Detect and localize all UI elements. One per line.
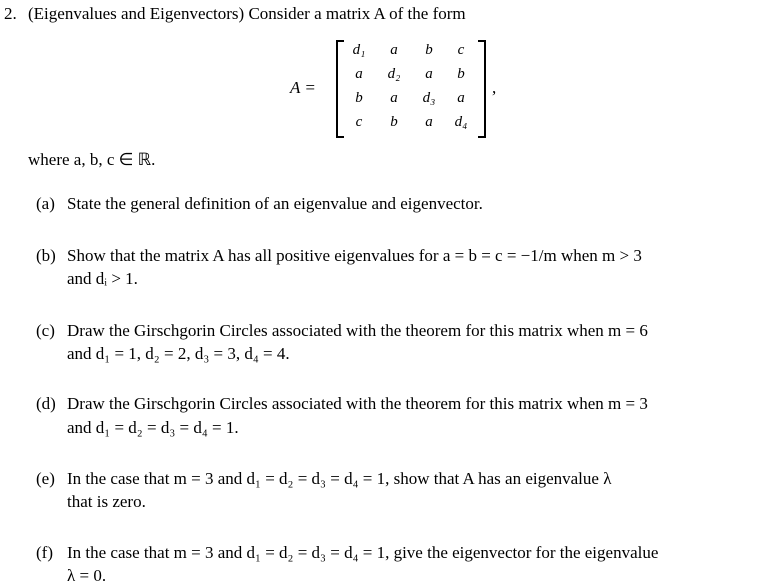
part-b-text: Show that the matrix A has all positive eigenvalues for a = b = c = −1/m when m > 3 [67,246,642,265]
right-bracket [478,40,486,138]
left-bracket [336,40,344,138]
part-d-text: Draw the Girschgorin Circles associated with the theorem for this matrix when m = 3 [67,394,648,413]
matrix-cell: a [355,66,363,82]
part-c-text: and d₁ = 1, d₂ = 2, d₃ = 3, d₄ = 4. [67,344,290,363]
matrix-cell: a [425,66,433,82]
matrix-cell: c [355,114,363,130]
matrix-cell: b [390,114,398,130]
matrix-cell: b [457,66,465,82]
matrix-cell: a [457,90,465,106]
matrix-cell: a [425,114,433,130]
part-b-label: (b) [36,246,56,265]
part-f-label: (f) [36,543,53,562]
matrix-lhs: A = [290,78,316,97]
part-c-text: Draw the Girschgorin Circles associated with the theorem for this matrix when m = 6 [67,321,648,340]
matrix-cell: c [457,42,465,58]
part-d-label: (d) [36,394,56,413]
part-f-text: In the case that m = 3 and d₁ = d₂ = d₃ = d₄ = 1, give the eigenvector for the eigenvalue [67,543,659,562]
problem-number: 2. [4,4,17,23]
part-d-text: and d₁ = d₂ = d₃ = d₄ = 1. [67,418,239,437]
part-e-text: In the case that m = 3 and d₁ = d₂ = d₃ = d₄ = 1, show that A has an eigenvalue λ [67,469,612,488]
matrix-cell: d₃ [422,90,436,106]
matrix-cell: d₁ [352,42,366,58]
part-a-label: (a) [36,194,55,213]
part-e-label: (e) [36,469,55,488]
matrix-cell: d₂ [387,66,401,82]
where-clause: where a, b, c ∈ ℝ. [28,150,156,169]
matrix-cell: b [425,42,433,58]
matrix-cell: a [390,42,398,58]
part-c-label: (c) [36,321,55,340]
matrix-cell: a [390,90,398,106]
matrix-cell: b [355,90,363,106]
problem-title: (Eigenvalues and Eigenvectors) Consider a matrix A of the form [28,4,466,23]
part-a-text: State the general definition of an eigenvalue and eigenvector. [67,194,483,213]
part-f-text: λ = 0. [67,566,107,585]
matrix-comma: , [492,78,497,97]
matrix-A [336,40,486,136]
part-b-text: and dᵢ > 1. [67,269,138,288]
matrix-cell: d₄ [454,114,468,130]
part-e-text: that is zero. [67,492,146,511]
